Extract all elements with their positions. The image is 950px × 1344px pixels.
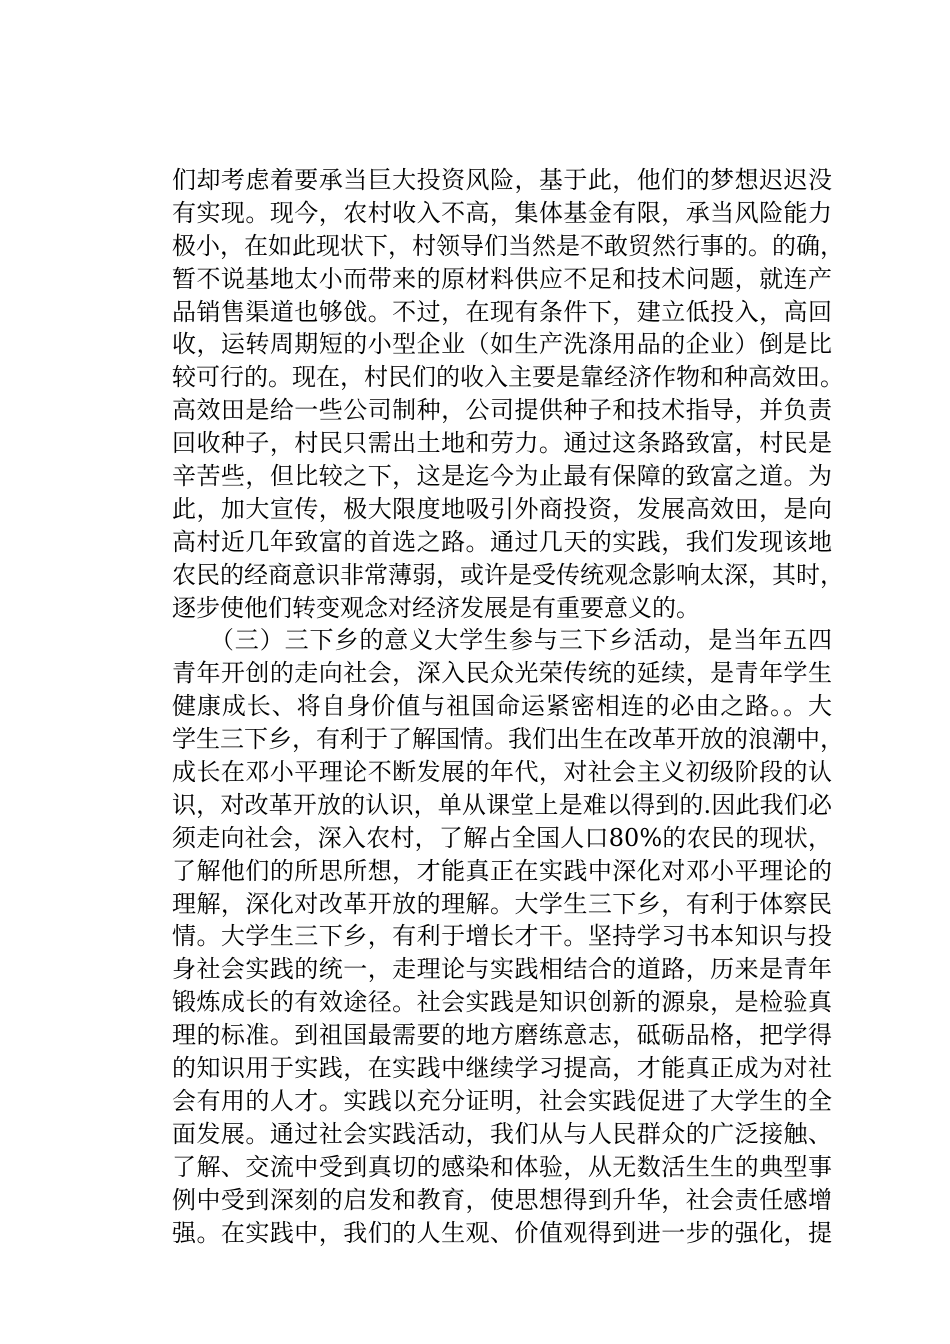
text-line: 情。大学生三下乡，有利于增长才干。坚持学习书本知识与投 bbox=[172, 922, 832, 951]
text-line: 高效田是给一些公司制种，公司提供种子和技术指导，并负责 bbox=[172, 396, 832, 425]
text-line: 须走向社会，深入农村，了解占全国人口80%的农民的现状， bbox=[172, 823, 832, 852]
text-line: 辛苦些，但比较之下，这是迄今为止最有保障的致富之道。为 bbox=[172, 462, 832, 491]
text-line: 强。在实践中，我们的人生观、价值观得到进一步的强化，提 bbox=[172, 1218, 832, 1247]
text-line: 健康成长、将自身价值与祖国命运紧密相连的必由之路。。大 bbox=[172, 692, 832, 721]
body-text bbox=[172, 164, 844, 1249]
text-line: 了解、交流中受到真切的感染和体验，从无数活生生的典型事 bbox=[172, 1152, 832, 1181]
text-line: 暂不说基地太小而带来的原材料供应不足和技术问题，就连产 bbox=[172, 264, 832, 293]
text-line: 会有用的人才。实践以充分证明，社会实践促进了大学生的全 bbox=[172, 1086, 832, 1115]
text-line: 识，对改革开放的认识，单从课堂上是难以得到的.因此我们必 bbox=[172, 790, 832, 819]
section-heading-line: （三）三下乡的意义大学生参与三下乡活动，是当年五四 bbox=[172, 626, 832, 655]
text-line: 理的标准。到祖国最需要的地方磨练意志，砥砺品格，把学得 bbox=[172, 1021, 832, 1050]
text-line: 收，运转周期短的小型企业（如生产洗涤用品的企业）倒是比 bbox=[172, 330, 832, 359]
text-line: 身社会实践的统一，走理论与实践相结合的道路，历来是青年 bbox=[172, 955, 832, 984]
text-line: 锻炼成长的有效途径。社会实践是知识创新的源泉，是检验真 bbox=[172, 988, 832, 1017]
text-line: 们却考虑着要承当巨大投资风险，基于此，他们的梦想迟迟没 bbox=[172, 166, 832, 194]
text-line: 极小，在如此现状下，村领导们当然是不敢贸然行事的。的确， bbox=[172, 231, 844, 260]
text-line: 青年开创的走向社会，深入民众光荣传统的延续，是青年学生 bbox=[172, 659, 832, 688]
text-line: 此，加大宣传，极大限度地吸引外商投资，发展高效田，是向 bbox=[172, 494, 832, 523]
text-line: 的知识用于实践，在实践中继续学习提高，才能真正成为对社 bbox=[172, 1054, 832, 1083]
text-line: 了解他们的所思所想，才能真正在实践中深化对邓小平理论的 bbox=[172, 856, 832, 885]
text-line: 例中受到深刻的启发和教育，使思想得到升华，社会责任感增 bbox=[172, 1185, 832, 1214]
text-line: 高村近几年致富的首选之路。通过几天的实践，我们发现该地 bbox=[172, 527, 832, 556]
text-line: 回收种子，村民只需出土地和劳力。通过这条路致富，村民是 bbox=[172, 429, 832, 458]
text-line: 成长在邓小平理论不断发展的年代，对社会主义初级阶段的认 bbox=[172, 758, 832, 787]
text-line: 较可行的。现在，村民们的收入主要是靠经济作物和种高效田。 bbox=[172, 363, 844, 392]
text-line: 品销售渠道也够戗。不过，在现有条件下，建立低投入，高回 bbox=[172, 297, 832, 326]
text-line: 农民的经商意识非常薄弱，或许是受传统观念影响太深，其时， bbox=[172, 560, 844, 589]
text-line: 面发展。通过社会实践活动，我们从与人民群众的广泛接触、 bbox=[172, 1119, 832, 1148]
text-line: 学生三下乡，有利于了解国情。我们出生在改革开放的浪潮中， bbox=[172, 725, 844, 754]
text-line: 有实现。现今，农村收入不高，集体基金有限，承当风险能力 bbox=[172, 198, 832, 227]
paragraph-end-line: 逐步使他们转变观念对经济发展是有重要意义的。 bbox=[172, 593, 700, 622]
text-line: 理解，深化对改革开放的理解。大学生三下乡，有利于体察民 bbox=[172, 889, 832, 918]
